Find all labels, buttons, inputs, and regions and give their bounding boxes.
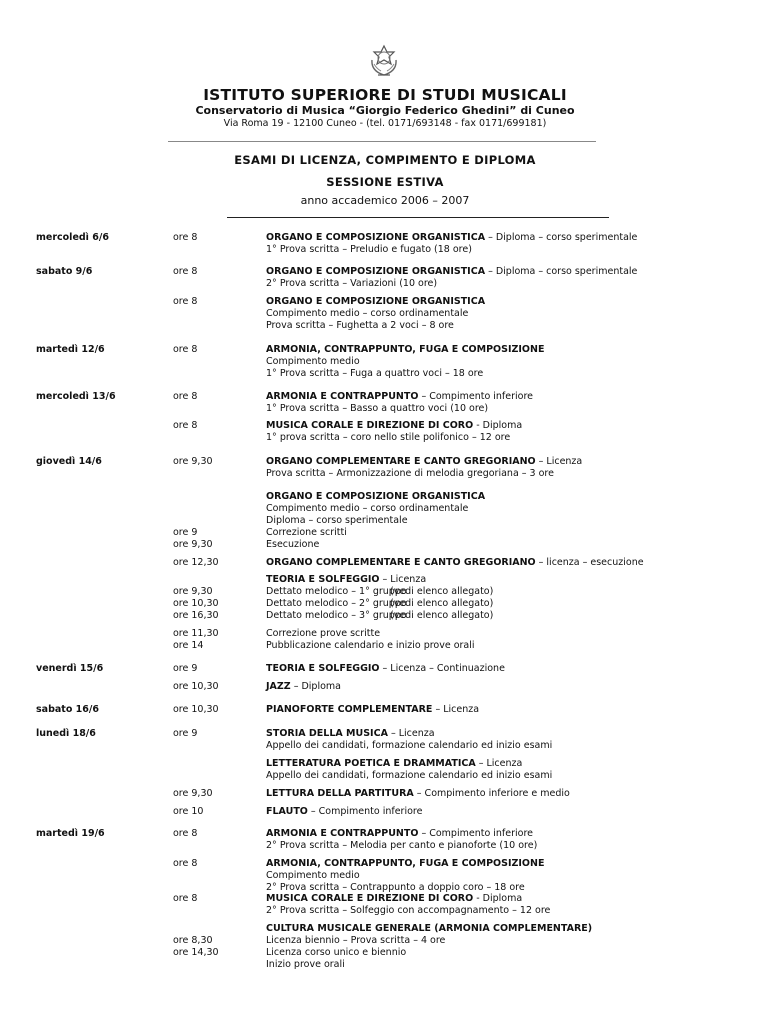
time-label: ore 8,30 xyxy=(173,935,213,946)
subject-title: JAZZ xyxy=(266,681,291,692)
time-label: ore 9 xyxy=(173,663,198,674)
exam-subject xyxy=(266,758,522,770)
exam-detail-line: 1° Prova scritta – Basso a quattro voci (10 ore) xyxy=(266,403,489,414)
subject-title: STORIA DELLA MUSICA xyxy=(266,728,388,739)
exam-subject xyxy=(266,828,533,840)
time-label: ore 10,30 xyxy=(173,704,219,715)
exam-subject xyxy=(266,806,422,818)
exam-detail-line: Compimento medio xyxy=(266,356,360,367)
subject-title: PIANOFORTE COMPLEMENTARE xyxy=(266,704,433,715)
subject-title: LETTURA DELLA PARTITURA xyxy=(266,788,414,799)
day-label: mercoledì 6/6 xyxy=(36,232,109,243)
exam-detail-line: Appello dei candidati, formazione calendario ed inizio esami xyxy=(266,740,553,751)
conservatory-name: Conservatorio di Musica “Giorgio Federico Ghedini” di Cuneo xyxy=(195,104,575,117)
day-label: giovedì 14/6 xyxy=(36,456,102,467)
exam-detail-line: Prova scritta – Fughetta a 2 voci – 8 ore xyxy=(266,320,454,331)
day-label: lunedì 18/6 xyxy=(36,728,96,739)
time-label: ore 9,30 xyxy=(173,586,213,597)
exam-detail-line: Correzione scritti xyxy=(266,527,347,538)
subject-detail: - Diploma xyxy=(473,420,523,431)
subject-title: ORGANO E COMPOSIZIONE ORGANISTICA xyxy=(266,266,486,277)
exam-title: ESAMI DI LICENZA, COMPIMENTO E DIPLOMA xyxy=(234,153,536,167)
time-label: ore 14 xyxy=(173,640,204,651)
subject-title: FLAUTO xyxy=(266,806,308,817)
subject-title: MUSICA CORALE E DIREZIONE DI CORO xyxy=(266,893,474,904)
subject-title: ORGANO COMPLEMENTARE E CANTO GREGORIANO xyxy=(266,557,536,568)
subject-title: ARMONIA, CONTRAPPUNTO, FUGA E COMPOSIZIONE xyxy=(266,344,545,355)
time-label: ore 12,30 xyxy=(173,557,219,568)
exam-subject xyxy=(266,232,637,244)
header-divider xyxy=(168,141,596,142)
session-title: SESSIONE ESTIVA xyxy=(326,175,444,189)
exam-subject xyxy=(266,456,582,468)
subject-title: ARMONIA E CONTRAPPUNTO xyxy=(266,828,419,839)
subject-detail: – licenza – esecuzione xyxy=(535,557,644,568)
time-label: ore 10,30 xyxy=(173,681,219,692)
time-label: ore 8 xyxy=(173,893,198,904)
subject-detail: – Licenza xyxy=(475,758,523,769)
time-label: ore 11,30 xyxy=(173,628,219,639)
subject-detail: – Licenza – Continuazione xyxy=(379,663,505,674)
subject-detail: – Compimento inferiore e medio xyxy=(413,788,570,799)
subject-detail: – Licenza xyxy=(379,574,427,585)
time-label: ore 8 xyxy=(173,420,198,431)
exam-detail-line: Compimento medio – corso ordinamentale xyxy=(266,308,469,319)
exam-detail-line: Appello dei candidati, formazione calendario ed inizio esami xyxy=(266,770,553,781)
day-label: martedì 12/6 xyxy=(36,344,105,355)
subject-detail: – Compimento inferiore xyxy=(418,828,534,839)
exam-detail-line: Licenza biennio – Prova scritta – 4 ore xyxy=(266,935,446,946)
time-label: ore 10,30 xyxy=(173,598,219,609)
exam-detail-line: Compimento medio xyxy=(266,870,360,881)
subject-title: MUSICA CORALE E DIREZIONE DI CORO xyxy=(266,420,474,431)
subject-title: LETTERATURA POETICA E DRAMMATICA xyxy=(266,758,476,769)
time-label: ore 8 xyxy=(173,828,198,839)
exam-detail-line: Pubblicazione calendario e inizio prove orali xyxy=(266,640,475,651)
day-label: sabato 16/6 xyxy=(36,704,99,715)
exam-detail-line: 1° Prova scritta – Preludio e fugato (18 ore) xyxy=(266,244,472,255)
exam-subject xyxy=(266,728,435,740)
address-line: Via Roma 19 - 12100 Cuneo - (tel. 0171/693148 - fax 0171/699181) xyxy=(223,118,547,129)
exam-detail-line: Esecuzione xyxy=(266,539,320,550)
time-label: ore 14,30 xyxy=(173,947,219,958)
exam-subject xyxy=(266,681,341,693)
subject-detail: – Compimento inferiore xyxy=(307,806,423,817)
exam-detail-line: Licenza corso unico e biennio xyxy=(266,947,407,958)
exam-subject xyxy=(266,704,479,716)
subject-title: ORGANO E COMPOSIZIONE ORGANISTICA xyxy=(266,296,486,307)
subject-title: ARMONIA E CONTRAPPUNTO xyxy=(266,391,419,402)
subject-detail: – Licenza xyxy=(387,728,435,739)
exam-detail-line: Dettato melodico – 2° gruppo(vedi elenco allegato) xyxy=(266,598,494,609)
day-label: sabato 9/6 xyxy=(36,266,93,277)
exam-detail-line: Compimento medio – corso ordinamentale xyxy=(266,503,469,514)
exam-detail-line: 2° Prova scritta – Melodia per canto e pianoforte (10 ore) xyxy=(266,840,538,851)
exam-subject xyxy=(266,574,426,586)
exam-detail-line: 1° prova scritta – coro nello stile polifonico – 12 ore xyxy=(266,432,511,443)
subject-title: ARMONIA, CONTRAPPUNTO, FUGA E COMPOSIZIONE xyxy=(266,858,545,869)
exam-detail-line: Correzione prove scritte xyxy=(266,628,381,639)
subject-title: TEORIA E SOLFEGGIO xyxy=(266,574,380,585)
subject-title: TEORIA E SOLFEGGIO xyxy=(266,663,380,674)
exam-subject xyxy=(266,557,644,569)
time-label: ore 16,30 xyxy=(173,610,219,621)
exam-subject xyxy=(266,788,570,800)
exam-detail-line: Inizio prove orali xyxy=(266,959,345,970)
day-label: mercoledì 13/6 xyxy=(36,391,116,402)
time-label: ore 8 xyxy=(173,266,198,277)
subject-detail: – Diploma xyxy=(290,681,341,692)
subject-detail: – Licenza xyxy=(535,456,583,467)
exam-subject xyxy=(266,391,533,403)
academic-year: anno accademico 2006 – 2007 xyxy=(300,194,470,207)
subject-title: ORGANO E COMPOSIZIONE ORGANISTICA xyxy=(266,491,486,502)
time-label: ore 9 xyxy=(173,527,198,538)
subject-detail: – Diploma – corso sperimentale xyxy=(485,232,638,243)
exam-detail-line: Dettato melodico – 1° gruppo(vedi elenco allegato) xyxy=(266,586,494,597)
time-label: ore 8 xyxy=(173,296,198,307)
exam-detail-line: Diploma – corso sperimentale xyxy=(266,515,408,526)
exam-detail-line: 2° Prova scritta – Solfeggio con accompagnamento – 12 ore xyxy=(266,905,551,916)
time-label: ore 9,30 xyxy=(173,539,213,550)
exam-subject xyxy=(266,420,522,432)
subject-title: CULTURA MUSICALE GENERALE (ARMONIA COMPLEMENTARE) xyxy=(266,923,593,934)
time-label: ore 10 xyxy=(173,806,204,817)
subject-title: ORGANO COMPLEMENTARE E CANTO GREGORIANO xyxy=(266,456,536,467)
exam-detail-line: Prova scritta – Armonizzazione di melodia gregoriana – 3 ore xyxy=(266,468,554,479)
institute-title: ISTITUTO SUPERIORE DI STUDI MUSICALI xyxy=(203,86,567,104)
exam-subject xyxy=(266,266,637,278)
exam-detail-line: 2° Prova scritta – Variazioni (10 ore) xyxy=(266,278,438,289)
exam-detail-line: 1° Prova scritta – Fuga a quattro voci – 18 ore xyxy=(266,368,484,379)
exam-subject xyxy=(266,663,505,675)
day-label: martedì 19/6 xyxy=(36,828,105,839)
time-label: ore 9,30 xyxy=(173,456,213,467)
day-label: venerdì 15/6 xyxy=(36,663,104,674)
title-divider xyxy=(227,217,609,218)
exam-detail-line: Dettato melodico – 3° gruppo(vedi elenco allegato) xyxy=(266,610,494,621)
subject-detail: - Diploma xyxy=(473,893,523,904)
time-label: ore 8 xyxy=(173,344,198,355)
time-label: ore 8 xyxy=(173,391,198,402)
time-label: ore 8 xyxy=(173,858,198,869)
time-label: ore 8 xyxy=(173,232,198,243)
subject-detail: – Diploma – corso sperimentale xyxy=(485,266,638,277)
subject-title: ORGANO E COMPOSIZIONE ORGANISTICA xyxy=(266,232,486,243)
time-label: ore 9,30 xyxy=(173,788,213,799)
exam-detail-line: 2° Prova scritta – Contrappunto a doppio coro – 18 ore xyxy=(266,882,525,893)
republic-emblem-icon xyxy=(367,44,401,78)
subject-detail: – Licenza xyxy=(432,704,480,715)
subject-detail: – Compimento inferiore xyxy=(418,391,534,402)
time-label: ore 9 xyxy=(173,728,198,739)
exam-subject xyxy=(266,893,522,905)
